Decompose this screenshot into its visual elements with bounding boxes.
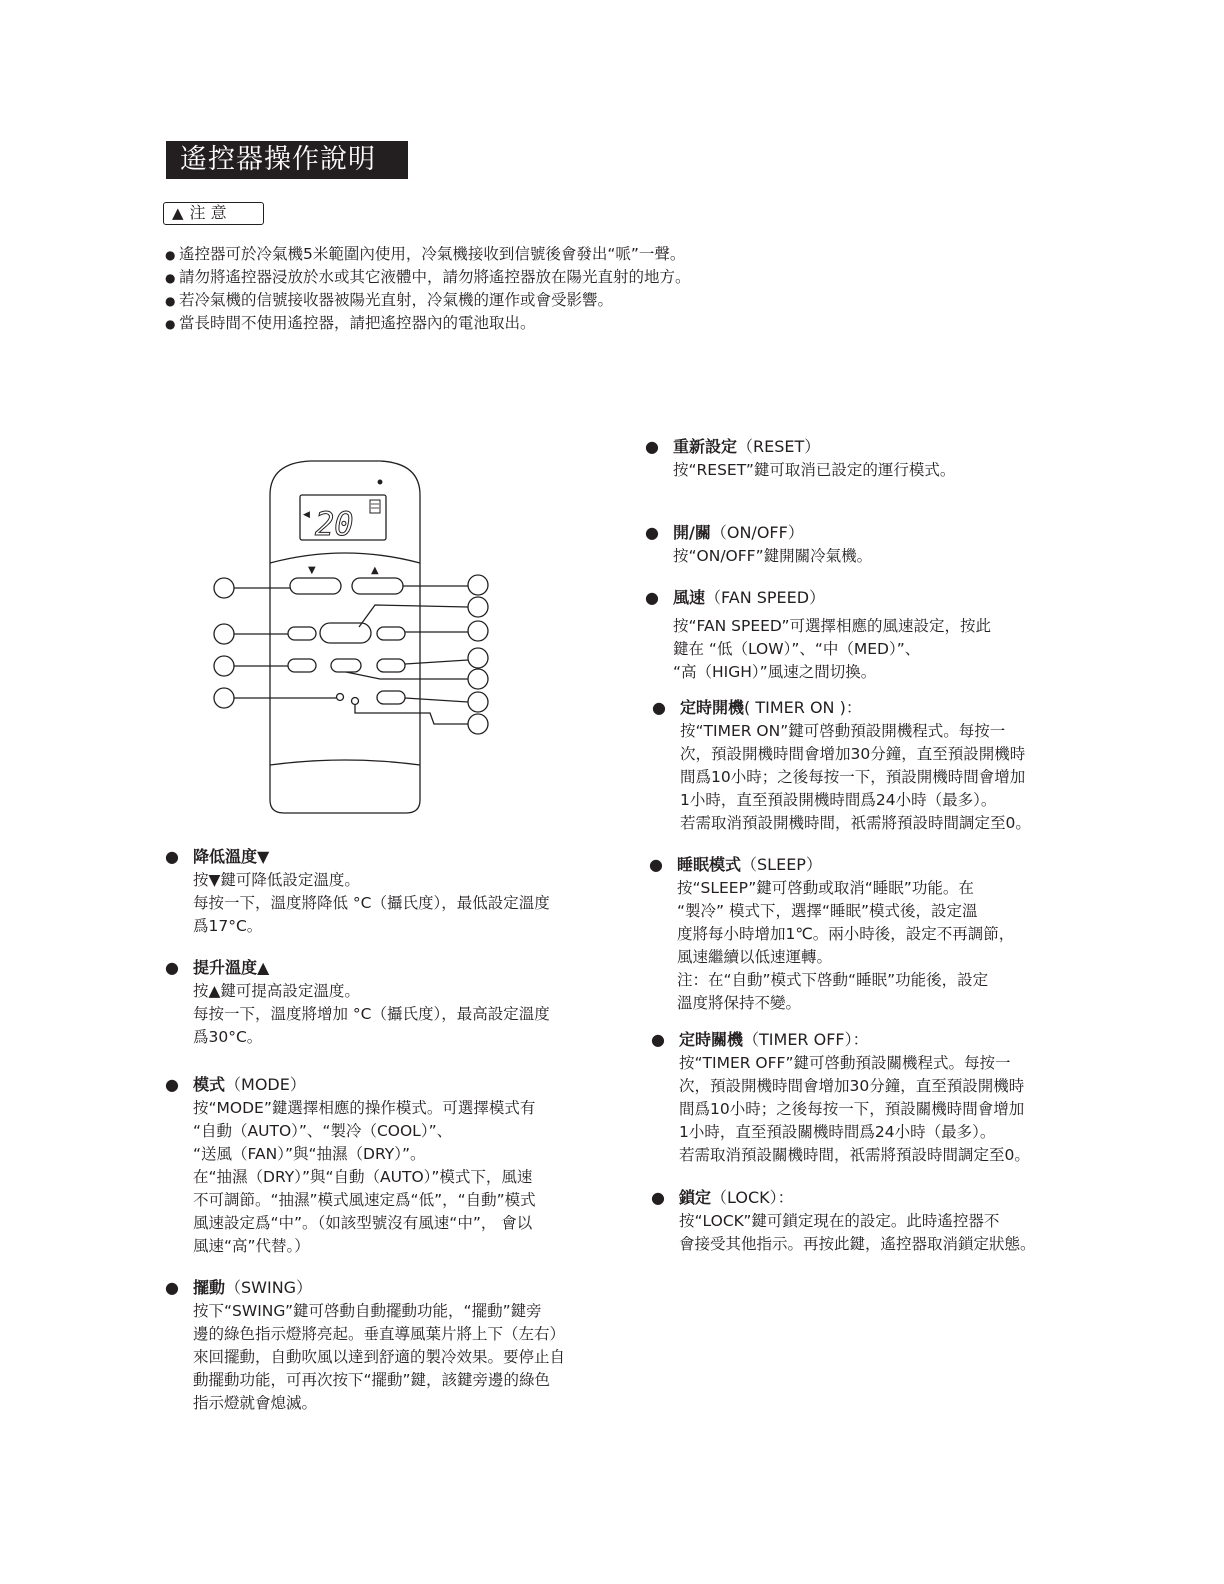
section-line: 會接受其他指示。再按此鍵，遙控器取消鎖定狀態。	[679, 1235, 1036, 1253]
section-fan-speed: ● 風速（FAN SPEED） 按“FAN SPEED”可選擇相應的風速設定，按此 鍵在 “低（LOW）”、“中（MED）”、 “高（HIGH）”風速之間切換。	[673, 586, 991, 684]
section-line: 次，預設開機時間會增加30分鐘，直至預設開機時	[680, 745, 1026, 763]
remote-button-panel	[270, 553, 420, 563]
section-line: “製冷” 模式下，選擇“睡眠”模式後，設定溫	[677, 902, 978, 920]
caution-label: 注 意	[189, 203, 227, 222]
remote-lower-panel	[270, 760, 420, 765]
section-line: 風速設定爲“中”。（如該型號沒有風速“中”， 會以	[193, 1214, 533, 1232]
fan-speed-button	[288, 627, 316, 640]
section-line: 次，預設開機時間會增加30分鐘，直至預設開機時	[679, 1077, 1025, 1095]
section-line: 按“SLEEP”鍵可啓動或取消“睡眠”功能。在	[677, 879, 974, 897]
callout-11	[468, 714, 488, 734]
bullet-icon: ●	[165, 847, 179, 866]
callout-1	[214, 578, 234, 598]
section-swing: ● 擺動（SWING） 按下“SWING”鍵可啓動自動擺動功能，“擺動”鍵旁 邊的綠色指示燈將亮起。垂直導風葉片將上下（左右） 來回擺動，自動吹風以達到舒適的製冷效果。要停止自 動擺動功能，可再次按下“擺動”鍵，該鍵旁邊的綠色 指示燈就會熄滅。	[193, 1276, 565, 1415]
lock-button	[352, 698, 359, 705]
on-off-button	[320, 623, 371, 643]
page-title: 遙控器操作說明	[166, 141, 408, 179]
section-line: 每按一下，溫度將降低 °C（攝氏度），最低設定溫度	[193, 894, 550, 912]
section-title: 提升溫度▲	[193, 958, 270, 977]
mode-button	[377, 627, 405, 640]
section-title: 擺動	[193, 1278, 226, 1297]
section-title: 開/關	[673, 523, 711, 542]
caution-note: ● 當長時間不使用遙控器，請把遙控器內的電池取出。	[165, 312, 691, 335]
section-reset: ● 重新設定（RESET） 按“RESET”鍵可取消已設定的運行模式。	[673, 435, 955, 482]
section-line: 若需取消預設關機時間，祇需將預設時間調定至0。	[679, 1146, 1030, 1164]
lcd-arrow-icon: ◀	[303, 510, 310, 520]
bullet-icon: ●	[645, 437, 659, 456]
remote-control-svg	[200, 455, 500, 825]
section-line: 按“LOCK”鍵可鎖定現在的設定。此時遙控器不	[679, 1212, 1000, 1230]
reset-button	[337, 694, 344, 701]
bullet-icon: ●	[651, 1030, 665, 1049]
section-mode: ● 模式（MODE） 按“MODE”鍵選擇相應的操作模式。可選擇模式有 “自動（AUTO）”、“製冷（COOL）”、 “送風（FAN）”與“抽濕（DRY）”。 在“抽濕（DRY）”與“自動（AUTO）”模式下，風速 不可調節。“抽濕”模式風速定爲“低”，“自動”模式 風速設定爲“中”。（如該型號沒有風速“中”， 會以 風速“高”代替。）	[193, 1073, 536, 1258]
section-title: 定時關機	[679, 1030, 744, 1049]
section-line: “高（HIGH）”風速之間切換。	[673, 663, 877, 681]
temp-up-button	[352, 578, 403, 594]
sleep-button	[331, 659, 361, 672]
bullet-icon: ●	[645, 588, 659, 607]
section-line: 來回擺動，自動吹風以達到舒適的製冷效果。要停止自	[193, 1348, 566, 1366]
bullet-icon: ●	[652, 698, 666, 717]
section-sleep: ● 睡眠模式（SLEEP） 按“SLEEP”鍵可啓動或取消“睡眠”功能。在 “製冷” 模式下，選擇“睡眠”模式後，設定溫 度將每小時增加1℃。兩小時後，設定不再調節， 風速繼續以低速運轉。 注：在“自動”模式下啓動“睡眠”功能後，設定 溫度將保持不變。	[677, 853, 1014, 1015]
section-line: 間爲10小時；之後每按一下，預設關機時間會增加	[679, 1100, 1025, 1118]
section-line: 按“ON/OFF”鍵開關冷氣機。	[673, 547, 873, 565]
section-line: 風速“高”代替。）	[193, 1237, 310, 1255]
section-line: 注：在“自動”模式下啓動“睡眠”功能後，設定	[677, 971, 989, 989]
section-title: 鎖定	[679, 1188, 712, 1207]
callout-8	[468, 648, 488, 668]
caution-note: ● 若冷氣機的信號接收器被陽光直射，冷氣機的運作或會受影響。	[165, 289, 691, 312]
section-temp-up	[165, 956, 550, 1049]
ir-indicator	[378, 480, 382, 484]
callout-10	[468, 692, 488, 712]
section-line: 動擺動功能，可再次按下“擺動”鍵，該鍵旁邊的綠色	[193, 1371, 551, 1389]
section-line: 按▲鍵可提高設定溫度。	[193, 982, 360, 1000]
bullet-icon: ●	[165, 958, 179, 977]
section-line: 在“抽濕（DRY）”與“自動（AUTO）”模式下，風速	[193, 1168, 533, 1186]
callout-4	[214, 688, 234, 708]
bullet-icon: ●	[165, 317, 176, 331]
section-temp-down	[165, 845, 550, 938]
caution-note: ● 遙控器可於冷氣機5米範圍內使用，冷氣機接收到信號後會發出“哌”一聲。	[165, 243, 691, 266]
section-line: 按“TIMER OFF”鍵可啓動預設關機程式。每按一	[679, 1054, 1011, 1072]
section-line: “自動（AUTO）”、“製冷（COOL）”、	[193, 1122, 453, 1140]
section-line: 按“RESET”鍵可取消已設定的運行模式。	[673, 461, 956, 479]
section-title: 模式	[193, 1075, 226, 1094]
section-line: 溫度將保持不變。	[677, 994, 802, 1012]
bullet-icon: ●	[165, 271, 176, 285]
section-line: 不可調節。“抽濕”模式風速定爲“低”，“自動”模式	[193, 1191, 536, 1209]
section-lock: ● 鎖定（LOCK）： 按“LOCK”鍵可鎖定現在的設定。此時遙控器不 會接受其他指示。再按此鍵，遙控器取消鎖定狀態。	[679, 1186, 1036, 1256]
timer-off-button	[377, 691, 405, 704]
section-line: 爲17°C。	[193, 917, 263, 935]
section-line: 按下“SWING”鍵可啓動自動擺動功能，“擺動”鍵旁	[193, 1302, 542, 1320]
caution-label-box	[163, 202, 264, 225]
section-line: 若需取消預設開機時間，祇需將預設時間調定至0。	[680, 814, 1031, 832]
section-line: 邊的綠色指示燈將亮起。垂直導風葉片將上下（左右）	[193, 1325, 566, 1343]
section-line: 每按一下，溫度將增加 °C（攝氏度），最高設定溫度	[193, 1005, 550, 1023]
section-line: 1小時，直至預設開機時間爲24小時（最多）。	[680, 791, 997, 809]
bullet-icon: ●	[165, 294, 176, 308]
section-line: 1小時，直至預設關機時間爲24小時（最多）。	[679, 1123, 996, 1141]
callout-5	[468, 575, 488, 595]
section-timer-off: ● 定時關機（TIMER OFF）： 按“TIMER OFF”鍵可啓動預設關機程式。每按一 次，預設開機時間會增加30分鐘，直至預設開機時 間爲10小時；之後每按一下，預設關機時間會增加 1小時，直至預設關機時間爲24小時（最多）。 若需取消預設關機時間，祇需將預設時間調定至0。	[679, 1028, 1030, 1167]
bullet-icon: ●	[165, 1278, 179, 1297]
caution-notes-list	[165, 243, 691, 335]
section-title: 定時開機	[680, 698, 745, 717]
callout-2	[214, 624, 234, 644]
callout-9	[468, 669, 488, 689]
section-line: 鍵在 “低（LOW）”、“中（MED）”、	[673, 640, 921, 658]
section-line: 按“MODE”鍵選擇相應的操作模式。可選擇模式有	[193, 1099, 536, 1117]
section-line: 按“TIMER ON”鍵可啓動預設開機程式。每按一	[680, 722, 1006, 740]
warning-triangle-icon: ▲	[172, 204, 184, 222]
bullet-icon: ●	[651, 1188, 665, 1207]
swing-button	[288, 659, 316, 672]
bullet-icon: ●	[645, 523, 659, 542]
lcd-mode-icon	[370, 500, 380, 513]
section-line: 爲30°C。	[193, 1028, 263, 1046]
section-on-off: ● 開/關（ON/OFF） 按“ON/OFF”鍵開關冷氣機。	[673, 521, 872, 568]
callout-6	[468, 597, 488, 617]
section-title: 重新設定	[673, 437, 738, 456]
remote-control-diagram	[200, 455, 500, 825]
section-line: 按▼鍵可降低設定溫度。	[193, 871, 360, 889]
section-line: “送風（FAN）”與“抽濕（DRY）”。	[193, 1145, 426, 1163]
section-line: 風速繼續以低速運轉。	[677, 948, 833, 966]
temp-down-button	[290, 578, 341, 594]
down-arrow-icon: ▼	[308, 565, 316, 576]
bullet-icon: ●	[165, 1075, 179, 1094]
bullet-icon: ●	[649, 855, 663, 874]
section-line: 按“FAN SPEED”可選擇相應的風速設定，按此	[673, 617, 991, 635]
section-line: 間爲10小時；之後每按一下，預設開機時間會增加	[680, 768, 1026, 786]
section-title: 睡眠模式	[677, 855, 742, 874]
lcd-temperature: 20	[315, 505, 354, 543]
section-line: 指示燈就會熄滅。	[193, 1394, 318, 1412]
callout-7	[468, 621, 488, 641]
up-arrow-icon: ▲	[371, 565, 379, 576]
section-title: 風速	[673, 588, 706, 607]
bullet-icon: ●	[165, 248, 176, 262]
section-line: 度將每小時增加1℃。兩小時後，設定不再調節，	[677, 925, 1015, 943]
timer-on-button	[377, 659, 405, 672]
section-title: 降低溫度▼	[193, 847, 270, 866]
callout-3	[214, 656, 234, 676]
caution-note: ● 請勿將遙控器浸放於水或其它液體中，請勿將遙控器放在陽光直射的地方。	[165, 266, 691, 289]
section-timer-on: ● 定時開機( TIMER ON )： 按“TIMER ON”鍵可啓動預設開機程式。每按一 次，預設開機時間會增加30分鐘，直至預設開機時 間爲10小時；之後每按一下，預設開機時間會增加 1小時，直至預設開機時間爲24小時（最多）。 若需取消預設開機時間，祇需將預設時間調定至0。	[680, 696, 1031, 835]
